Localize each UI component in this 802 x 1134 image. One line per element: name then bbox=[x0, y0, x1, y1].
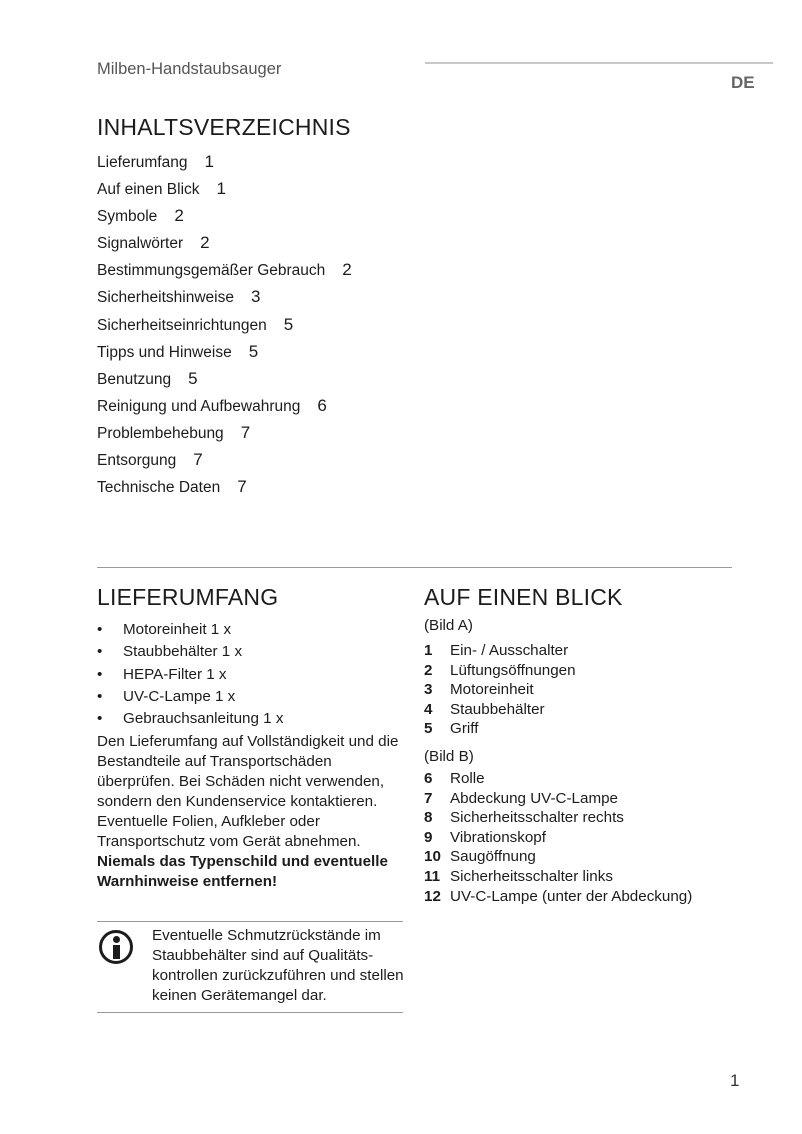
list-item-text: HEPA-Filter 1 x bbox=[123, 665, 227, 683]
toc-entry[interactable] bbox=[97, 473, 352, 500]
part-name: Lüftungsöffnungen bbox=[450, 661, 576, 679]
page-number: 1 bbox=[730, 1071, 740, 1090]
part-name: Sicherheitsschalter rechts bbox=[450, 809, 624, 827]
part-name: Motoreinheit bbox=[450, 681, 534, 699]
toc-list bbox=[97, 148, 352, 500]
part-name: Vibrationskopf bbox=[450, 828, 546, 846]
toc-entry-label: Problembehebung bbox=[97, 424, 224, 442]
toc-heading: INHALTSVERZEICHNIS bbox=[97, 114, 351, 140]
part-item bbox=[424, 700, 764, 720]
toc-entry[interactable] bbox=[97, 256, 352, 283]
part-name: Staubbehälter bbox=[450, 700, 545, 718]
toc-entry-label: Auf einen Blick bbox=[97, 181, 200, 199]
part-item bbox=[424, 680, 764, 700]
toc-entry[interactable] bbox=[97, 283, 352, 310]
toc-entry-page: 2 bbox=[200, 233, 210, 253]
part-number: 3 bbox=[424, 681, 433, 699]
part-item bbox=[424, 641, 764, 661]
part-name: Ein- / Ausschalter bbox=[450, 642, 569, 659]
toc-entry[interactable] bbox=[97, 148, 352, 175]
header-divider bbox=[425, 62, 773, 64]
toc-entry[interactable] bbox=[97, 175, 352, 202]
toc-entry[interactable] bbox=[97, 392, 352, 419]
toc-entry-page: 7 bbox=[240, 422, 251, 442]
bullet-icon: • bbox=[97, 643, 103, 661]
figure-a-label: (Bild A) bbox=[424, 617, 473, 634]
part-number: 8 bbox=[424, 809, 433, 827]
toc-entry-page: 7 bbox=[193, 450, 203, 470]
lieferumfang-section bbox=[97, 584, 407, 892]
part-item bbox=[424, 769, 764, 789]
language-tag: DE bbox=[731, 73, 755, 92]
figure-b-parts-list bbox=[424, 769, 764, 906]
toc-entry-page: 5 bbox=[188, 368, 198, 388]
figure-b-label: (Bild B) bbox=[424, 747, 474, 765]
toc-entry-label: Lieferumfang bbox=[97, 154, 188, 171]
list-item bbox=[97, 664, 407, 686]
part-number: 6 bbox=[424, 769, 433, 787]
toc-entry-label: Reinigung und Aufbewahrung bbox=[97, 397, 301, 415]
part-name: Sicherheitsschalter links bbox=[450, 867, 613, 885]
warning-text: Niemals das Typenschild und eventuelle Warnhinweise entfernen! bbox=[97, 853, 388, 891]
part-number: 2 bbox=[424, 661, 433, 679]
contents-list bbox=[97, 619, 407, 730]
part-name: Abdeckung UV-C-Lampe bbox=[450, 789, 618, 807]
bullet-icon: • bbox=[97, 710, 103, 728]
part-item bbox=[424, 719, 764, 739]
part-number: 5 bbox=[424, 720, 433, 738]
toc-entry-label: Sicherheitshinweise bbox=[97, 289, 234, 307]
part-name: Rolle bbox=[450, 769, 485, 787]
section-divider bbox=[97, 567, 732, 568]
auf-einen-blick-heading: AUF EINEN BLICK bbox=[424, 584, 623, 610]
toc-entry-page: 6 bbox=[317, 395, 327, 415]
toc-entry[interactable] bbox=[97, 338, 352, 365]
auf-einen-blick-section bbox=[424, 584, 764, 906]
toc-entry[interactable] bbox=[97, 419, 352, 446]
part-item bbox=[424, 661, 764, 681]
part-number: 12 bbox=[424, 887, 441, 905]
toc-entry-page: 1 bbox=[204, 152, 214, 171]
inspection-paragraph: Den Lieferumfang auf Vollständigkeit und die Bestandteile auf Transportschäden überprüfen. Bei Schäden nicht verwenden, sondern den Kundenservice kontaktieren. bbox=[97, 733, 399, 811]
list-item-text: Motoreinheit 1 x bbox=[123, 621, 232, 638]
list-item-text: Gebrauchsanleitung 1 x bbox=[123, 710, 284, 728]
part-item bbox=[424, 887, 764, 907]
toc-entry-label: Technische Daten bbox=[97, 479, 221, 497]
bullet-icon: • bbox=[97, 665, 103, 683]
info-icon bbox=[99, 930, 133, 964]
toc-entry-label: Sicherheitseinrichtungen bbox=[97, 316, 267, 334]
toc-entry-page: 2 bbox=[342, 260, 352, 280]
part-number: 10 bbox=[424, 848, 441, 866]
toc-entry-label: Benutzung bbox=[97, 370, 172, 388]
part-number: 4 bbox=[424, 700, 433, 718]
toc-entry-page: 3 bbox=[251, 287, 261, 307]
toc-entry[interactable] bbox=[97, 446, 352, 473]
bullet-icon: • bbox=[97, 621, 103, 638]
toc-entry-label: Symbole bbox=[97, 208, 158, 226]
packaging-paragraph: Eventuelle Folien, Aufkleber oder Transportschutz vom Gerät abnehmen. bbox=[97, 813, 361, 851]
part-number: 11 bbox=[424, 867, 441, 885]
list-item-text: UV-C-Lampe 1 x bbox=[123, 687, 236, 705]
figure-a-parts-list bbox=[424, 641, 764, 739]
toc-entry-page: 1 bbox=[216, 179, 226, 199]
info-note-text: Eventuelle Schmutzrückstände im Staubbehälter sind auf Qualitätskontrollen zurückzuführen und stellen keinen Gerätemangel dar. bbox=[152, 927, 404, 1004]
part-number: 7 bbox=[424, 789, 433, 807]
part-name: Griff bbox=[450, 720, 479, 738]
toc-entry[interactable] bbox=[97, 365, 352, 392]
toc-entry-page: 7 bbox=[237, 477, 247, 497]
part-name: Saugöffnung bbox=[450, 848, 536, 866]
part-item bbox=[424, 828, 764, 848]
part-item bbox=[424, 867, 764, 887]
part-name: UV-C-Lampe (unter der Abdeckung) bbox=[450, 887, 693, 905]
part-item bbox=[424, 789, 764, 809]
toc-entry-label: Entsorgung bbox=[97, 452, 177, 470]
bullet-icon: • bbox=[97, 687, 103, 705]
part-item bbox=[424, 847, 764, 867]
list-item bbox=[97, 641, 407, 663]
toc-entry[interactable] bbox=[97, 229, 352, 256]
toc-entry-label: Tipps und Hinweise bbox=[97, 343, 232, 361]
list-item bbox=[97, 686, 407, 708]
toc-entry-page: 5 bbox=[283, 314, 294, 334]
part-item bbox=[424, 808, 764, 828]
part-number: 9 bbox=[424, 828, 433, 846]
toc-entry-page: 2 bbox=[174, 206, 184, 226]
toc-entry-page: 5 bbox=[248, 341, 259, 361]
running-title: Milben-Handstaubsauger bbox=[97, 60, 282, 78]
info-note bbox=[97, 921, 403, 1013]
list-item bbox=[97, 708, 407, 730]
list-item-text: Staubbehälter 1 x bbox=[123, 643, 243, 661]
toc-entry[interactable] bbox=[97, 202, 352, 229]
lieferumfang-heading: LIEFERUMFANG bbox=[97, 584, 279, 610]
toc-entry-label: Bestimmungsgemäßer Gebrauch bbox=[97, 262, 326, 280]
toc-entry[interactable] bbox=[97, 311, 352, 338]
list-item bbox=[97, 619, 407, 641]
part-number: 1 bbox=[424, 642, 433, 659]
toc-entry-label: Signalwörter bbox=[97, 235, 184, 253]
